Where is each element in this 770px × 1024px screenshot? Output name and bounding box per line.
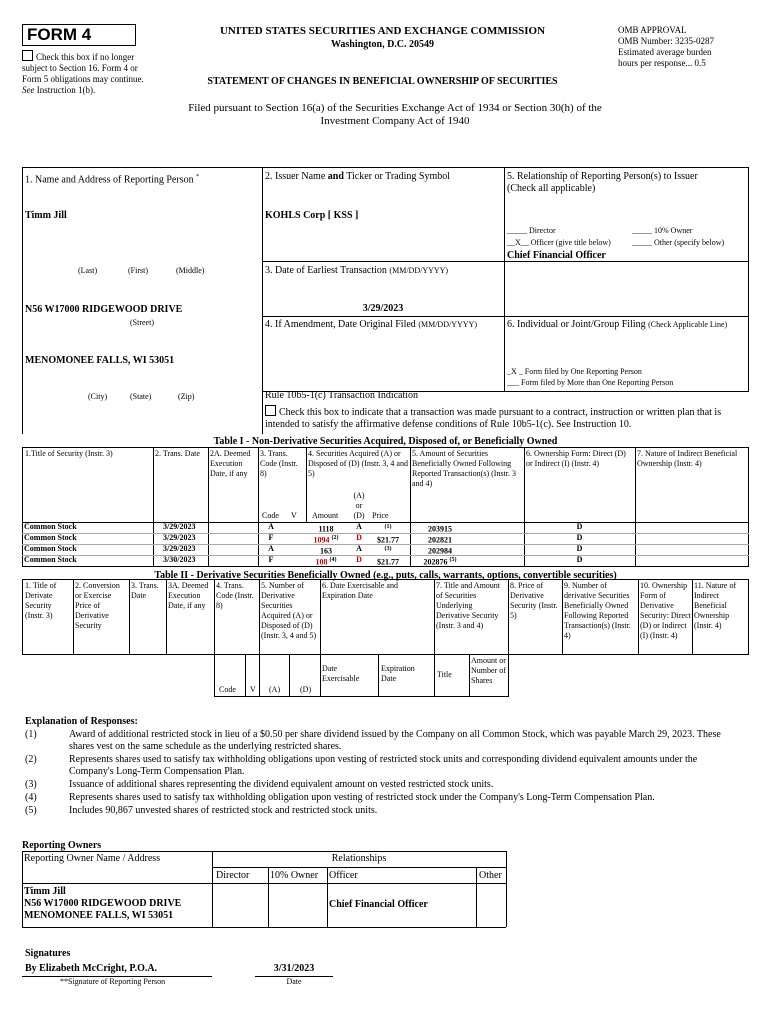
signature-label: **Signature of Reporting Person [60,977,166,986]
row-owned: 203915 [428,524,452,534]
t2-h8: 8. Price of Derivative Security (Instr. 5) [510,581,558,620]
row-code: F [268,555,274,564]
t2-h7: 7. Title and Amount of Securities Underlying Derivative Security (Instr. 3 and 4) [436,581,501,630]
owners-col-ten-pct: 10% Owner [270,870,319,881]
signature-date: 3/31/2023 [273,963,315,974]
t2-h9: 9. Number of derivative Securities Beneficially Owned Following Reported Transaction(s) (Instr. 4) [564,581,631,640]
t1-h2: 2. Trans. Date [155,449,200,458]
t2-date-exercisable-header: Date Exercisable [322,664,360,683]
row-date: 3/30/2023 [163,555,196,564]
t2-d-header: (D) [300,685,312,694]
t2-h4: 4. Trans. Code (Instr. 8) [216,581,254,610]
street-value: N56 W17000 RIDGEWOOD DRIVE [25,304,183,315]
signature-date-label: Date [286,977,302,986]
omb-approval: OMB APPROVAL OMB Number: 3235-0287 Estimated average burden hours per response... 0.5 [618,25,714,68]
row-security: Common Stock [24,533,77,542]
row-security: Common Stock [24,522,77,531]
row-price: (1) [384,524,392,530]
box2-label: 2. Issuer Name and Ticker or Trading Symbol [265,171,451,182]
t1-h6: 6. Ownership Form: Direct (D) or Indirect (I) (Instr. 4) [526,449,626,468]
t2-h3: 3. Trans. Date [131,581,159,600]
explanation-text: Represents shares used to satisfy tax withholding obligation upon vesting of restricted stock under the Company's Long-Term Compensation Plan. [69,792,655,803]
row-owned: 202821 [428,535,452,545]
city-value: MENOMONEE FALLS, WI 53051 [25,355,175,366]
box6-label: 6. Individual or Joint/Group Filing (Check Applicable Line) [507,319,728,330]
row-aord: D [356,555,362,564]
signatures-title: Signatures [25,948,71,959]
box3-label: 3. Date of Earliest Transaction (MM/DD/YYYY) [265,265,449,276]
last-label: (Last) [78,266,98,275]
explanation-item [25,754,735,778]
t2-title-header: Title [437,670,452,679]
row-price: $21.77 [377,557,399,567]
row-amount: 1118 [318,524,334,534]
owner-officer-title: Chief Financial Officer [329,899,428,910]
t2-amount-header: Amount or Number of Shares [471,656,506,685]
owner-name: Timm Jill N56 W17000 RIDGEWOOD DRIVE MENOMONEE FALLS, WI 53051 [24,886,182,921]
explanation-text: Award of additional restricted stock in lieu of a $0.50 per share dividend issued by the Company on all Common Stock, which was payable March 29, 2023. These shares vest on the same schedule as the underlying restricted shares. [69,729,721,752]
explanation-text: Issuance of additional shares representing the dividend equivalent amount on vested restricted stock units. [69,779,494,790]
t1-h4: 4. Securities Acquired (A) or Disposed of (D) (Instr. 3, 4 and 5) [308,449,408,478]
row-amount: 1094 $^{(2)}$ [313,535,339,545]
t1-code-header: Code [262,511,279,520]
t2-h1: 1. Title of Derivate Security (Instr. 3) [25,581,57,620]
table2-title: Table II - Derivative Securities Beneficially Owned (e.g., puts, calls, warrants, options, convertible securities) [154,570,617,581]
t2-h2: 2. Conversion or Exercise Price of Derivative Security [75,581,120,630]
explanation-text: Represents shares used to satisfy tax withholding obligations upon vesting of restricted stock units and corresponding dividend equivalent amounts under the Company's Long-Term Compensation Plan. [69,754,698,777]
first-label: (First) [128,266,148,275]
row-amount: 108 $^{(4)}$ [315,557,337,567]
row-price: $21.77 [377,535,399,545]
filed-pursuant: Filed pursuant to Section 16(a) of the Securities Exchange Act of 1934 or Section 30(h) of the Investment Company Act of 1940 [188,102,602,127]
owners-col-name: Reporting Owner Name / Address [24,853,161,864]
row-code: A [268,522,274,531]
explanation-title: Explanation of Responses: [25,716,138,727]
agency-location: Washington, D.C. 20549 [330,39,435,50]
rule10b5-title: Rule 10b5-1(c) Transaction Indication [265,390,419,401]
explanation-item [25,792,735,804]
row-ownership-form: D [576,522,583,531]
t1-amount-header: Amount [312,511,339,520]
explanation-num: (2) [25,754,37,765]
row-ownership-form: D [576,544,583,553]
t1-aord-header: (A) or (D) [353,491,365,520]
row-aord: A [356,544,362,553]
state-label: (State) [130,392,152,401]
row-ownership-form: D [576,555,583,564]
owners-col-director: Director [216,870,250,881]
t1-h5: 5. Amount of Securities Beneficially Owned Following Reported Transaction(s) (Instr. 3 and 4) [412,449,516,488]
owners-title: Reporting Owners [22,840,102,851]
explanation-num: (1) [25,729,37,740]
owners-col-officer: Officer [329,870,358,881]
row-owned: 202984 [428,546,452,556]
row-security: Common Stock [24,544,77,553]
t2-h3a: 3A. Deemed Execution Date, if any [168,581,209,610]
director-option: _____ Director [507,226,556,235]
row-security: Common Stock [24,555,77,564]
explanation-num: (3) [25,779,37,790]
row-date: 3/29/2023 [163,522,196,531]
reporting-person-name: Timm Jill [25,210,67,221]
t2-code-header: Code [219,685,236,694]
issuer-value: KOHLS Corp [ KSS ] [265,210,359,221]
other-option: _____ Other (specify below) [632,238,725,247]
explanation-text: Includes 90,867 unvested shares of restricted stock and restricted stock units. [69,805,378,816]
t2-h11: 11. Nature of Indirect Beneficial Ownership (Instr. 4) [694,581,737,630]
owners-col-other: Other [479,870,502,881]
explanation-num: (5) [25,805,37,816]
row-aord: A [356,522,362,531]
no-longer-subject-checkbox[interactable] [22,50,33,61]
explanation-item [25,729,735,753]
t1-h2a: 2A. Deemed Execution Date, if any [210,449,251,478]
officer-option: __X__ Officer (give title below) [507,238,611,247]
explanation-item [25,805,735,817]
box4-label: 4. If Amendment, Date Original Filed (MM/DD/YYYY) [265,319,477,330]
row-code: A [268,544,274,553]
agency-name: UNITED STATES SECURITIES AND EXCHANGE COMMISSION [219,25,546,37]
row-amount: 163 [320,546,332,556]
filing-option-group: ___ Form filed by More than One Reporting Person [507,378,674,387]
explanation-list [25,729,735,818]
no-longer-subject-checkbox-text: Check this box if no longer subject to Section 16. Form 4 or Form 5 obligations may continue. See Instruction 1(b). [22,52,144,95]
rule10b5-checkbox[interactable] [265,405,276,416]
explanation-item [25,779,735,791]
t1-price-header: Price [372,511,389,520]
explanation-num: (4) [25,792,37,803]
row-price: (3) [384,546,392,552]
t1-h3: 3. Trans. Code (Instr. 8) [260,449,298,478]
t2-h5: 5. Number of Derivative Securities Acquired (A) or Disposed of (D) (Instr. 3, 4 and 5) [261,581,317,640]
table1-title: Table I - Non-Derivative Securities Acquired, Disposed of, or Beneficially Owned [213,436,558,447]
t2-h10: 10. Ownership Form of Derivative Security: Direct (D) or Indirect (I) (Instr. 4) [640,581,691,640]
box5-label: 5. Relationship of Reporting Person(s) to Issuer (Check all applicable) [507,171,698,194]
t2-h6: 6. Date Exercisable and Expiration Date [322,581,398,600]
rule10b5-text: Check this box to indicate that a transaction was made pursuant to a contract, instruction or written plan that is intended to satisfy the affirmative defense conditions of Rule 10b5-1(c). See Instruction 10. [265,407,722,430]
owners-col-relationships: Relationships [331,853,387,864]
row-aord: D [356,533,362,542]
city-label: (City) [88,392,108,401]
ten-pct-option: _____ 10% Owner [632,226,693,235]
officer-title: Chief Financial Officer [507,250,606,261]
row-ownership-form: D [576,533,583,542]
zip-label: (Zip) [178,392,195,401]
earliest-transaction-date: 3/29/2023 [362,303,404,314]
t2-v-header: V [250,685,256,694]
row-date: 3/29/2023 [163,533,196,542]
t1-h7: 7. Nature of Indirect Beneficial Ownership (Instr. 4) [637,449,738,468]
t1-h1: 1.Title of Security (Instr. 3) [25,449,113,458]
row-owned: 202876 $^{(5)}$ [423,557,457,567]
t1-v-header: V [291,511,297,520]
middle-label: (Middle) [176,266,205,275]
form-title: FORM 4 [22,24,136,46]
statement-title: STATEMENT OF CHANGES IN BENEFICIAL OWNERSHIP OF SECURITIES [207,76,558,87]
signature-by: By Elizabeth McCright, P.O.A. [25,963,158,974]
t2-a-header: (A) [269,685,281,694]
row-date: 3/29/2023 [163,544,196,553]
box1-label: 1. Name and Address of Reporting Person * [25,174,200,186]
street-label: (Street) [130,318,154,327]
row-code: F [268,533,274,542]
t2-expiration-header: Expiration Date [381,664,415,683]
filing-option-one: _X _ Form filed by One Reporting Person [507,367,642,376]
